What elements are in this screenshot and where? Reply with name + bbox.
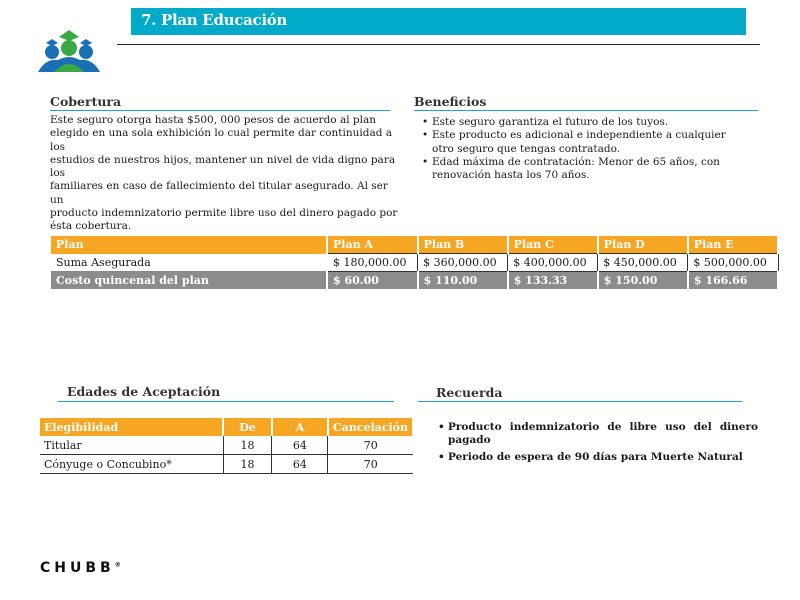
table-cell: $ 60.00 bbox=[327, 272, 418, 290]
beneficios-rule bbox=[414, 110, 758, 111]
cobertura-line: producto indemnizatorio permite libre uso del dinero pagado por bbox=[50, 207, 398, 220]
plan-table-header bbox=[51, 236, 778, 254]
cobertura-line: familiares en caso de fallecimiento del titular asegurado. Al ser un bbox=[50, 180, 388, 206]
table-cell: 64 bbox=[272, 436, 328, 455]
cobertura-line: ésta cobertura. bbox=[50, 220, 132, 233]
chubb-logo: CHUBB® bbox=[40, 560, 121, 576]
plan-table bbox=[51, 236, 779, 289]
education-logo-icon bbox=[36, 26, 102, 74]
header-cell: Plan C bbox=[508, 236, 598, 254]
cobertura-rule bbox=[50, 110, 390, 111]
table-cell: $ 400,000.00 bbox=[508, 254, 598, 272]
header-cell: Plan E bbox=[688, 236, 778, 254]
header-cell: Plan bbox=[51, 236, 327, 254]
title-bar bbox=[131, 8, 746, 35]
table-cell: $ 110.00 bbox=[418, 272, 508, 290]
table-cell: $ 133.33 bbox=[508, 272, 598, 290]
table-cell: 64 bbox=[272, 455, 328, 474]
row-label: Cónyuge o Concubino* bbox=[40, 455, 223, 474]
table-cell: 70 bbox=[328, 436, 413, 455]
table-cell: $ 360,000.00 bbox=[418, 254, 508, 272]
page-title: 7. Plan Educación bbox=[141, 11, 288, 29]
table-cell: 18 bbox=[223, 455, 272, 474]
header-cell: Cancelación bbox=[328, 418, 413, 436]
ages-table bbox=[40, 418, 414, 474]
table-row bbox=[51, 272, 778, 290]
ages-table-header bbox=[40, 418, 413, 436]
cobertura-line: estudios de nuestros hijos, mantener un nivel de vida digno para los bbox=[50, 153, 396, 180]
row-label: Suma Asegurada bbox=[51, 254, 327, 272]
table-cell: $ 500,000.00 bbox=[688, 254, 778, 272]
header-divider bbox=[117, 44, 760, 45]
cobertura-heading: Cobertura bbox=[50, 94, 122, 109]
beneficios-heading: Beneficios bbox=[414, 94, 487, 109]
header-cell: De bbox=[223, 418, 272, 436]
header-cell: A bbox=[272, 418, 328, 436]
table-row bbox=[51, 254, 778, 272]
cobertura-text bbox=[50, 114, 400, 234]
cobertura-line: elegido en una sola exhibición lo cual permite dar continuidad a los bbox=[50, 127, 393, 153]
beneficio-item: • Este seguro garantiza el futuro de los tuyos. bbox=[420, 116, 760, 129]
edades-heading: Edades de Aceptación bbox=[67, 384, 221, 399]
row-label: Titular bbox=[40, 436, 223, 455]
cobertura-line: Este seguro otorga hasta $500, 000 pesos de acuerdo al plan bbox=[50, 114, 377, 126]
recuerda-heading: Recuerda bbox=[436, 385, 503, 400]
header-cell: Plan B bbox=[418, 236, 508, 254]
table-cell: $ 180,000.00 bbox=[327, 254, 418, 272]
table-cell: $ 150.00 bbox=[598, 272, 688, 290]
table-cell: 18 bbox=[223, 436, 272, 455]
recuerda-item: • Periodo de espera de 90 días para Muerte Natural bbox=[436, 451, 758, 464]
table-cell: $ 450,000.00 bbox=[598, 254, 688, 272]
recuerda-rule bbox=[418, 401, 742, 402]
beneficios-list bbox=[420, 116, 760, 182]
table-cell: 70 bbox=[328, 455, 413, 474]
recuerda-item: • Producto indemnizatorio de libre uso del dinero pagado bbox=[436, 421, 758, 448]
edades-rule bbox=[58, 401, 394, 402]
table-cell: $ 166.66 bbox=[688, 272, 778, 290]
table-row bbox=[40, 455, 413, 474]
header-cell: Elegibilidad bbox=[40, 418, 223, 436]
beneficio-item: • Edad máxima de contratación: Menor de 65 años, con renovación hasta los 70 años. bbox=[420, 156, 760, 183]
row-label: Costo quincenal del plan bbox=[51, 272, 327, 290]
beneficio-item: • Este producto es adicional e independiente a cualquier otro seguro que tengas contratado. bbox=[420, 129, 760, 156]
recuerda-list bbox=[436, 421, 758, 464]
header-cell: Plan D bbox=[598, 236, 688, 254]
table-row bbox=[40, 436, 413, 455]
header-cell: Plan A bbox=[327, 236, 418, 254]
